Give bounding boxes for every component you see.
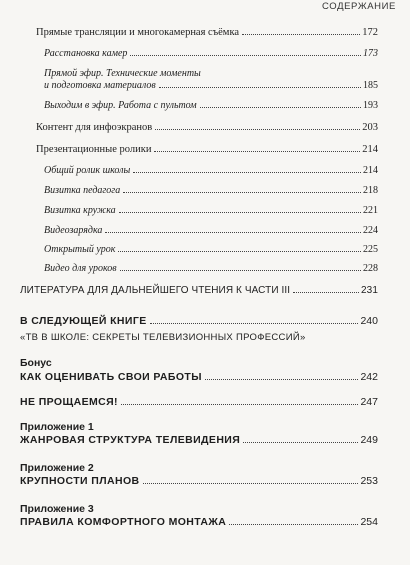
toc-entry-subtitle: «ТВ В ШКОЛЕ: СЕКРЕТЫ ТЕЛЕВИЗИОННЫХ ПРОФЕССИЙ» [20, 332, 306, 343]
toc-entry-title: НЕ ПРОЩАЕМСЯ! [20, 396, 118, 408]
toc-entry-title: В СЛЕДУЮЩЕЙ КНИГЕ [20, 315, 147, 327]
leader-dots [133, 172, 361, 173]
leader-dots [293, 292, 359, 293]
leader-dots [242, 34, 360, 35]
toc-entry-title: Расстановка камер [44, 48, 128, 59]
leader-dots [119, 212, 361, 213]
toc-entry-title: ЖАНРОВАЯ СТРУКТУРА ТЕЛЕВИДЕНИЯ [20, 434, 241, 446]
toc-entry-page: 249 [360, 434, 378, 446]
running-header: СОДЕРЖАНИЕ [322, 1, 396, 12]
section-label: Бонус [20, 357, 52, 369]
toc-entry-title: Презентационные ролики [36, 144, 152, 155]
leader-dots [121, 404, 359, 405]
leader-dots [205, 379, 359, 380]
toc-entry-title: Видео для уроков [44, 263, 117, 274]
toc-entry-page: 228 [363, 263, 378, 274]
toc-entry[interactable] [44, 225, 378, 236]
toc-entry[interactable] [44, 185, 378, 196]
toc-entry[interactable] [36, 144, 378, 155]
leader-dots [229, 524, 358, 525]
appendix-label: Приложение 2 [20, 462, 94, 474]
toc-entry[interactable] [20, 516, 378, 528]
toc-entry-page: 240 [360, 315, 378, 327]
leader-dots [154, 151, 360, 152]
leader-dots [155, 129, 360, 130]
appendix-label: Приложение 3 [20, 503, 94, 515]
leader-dots [159, 87, 361, 88]
toc-entry[interactable] [20, 285, 378, 296]
leader-dots [200, 107, 361, 108]
toc-entry-title: Контент для инфоэкранов [36, 122, 153, 133]
toc-entry-page: 231 [361, 285, 378, 296]
leader-dots [143, 483, 359, 484]
appendix-label: Приложение 1 [20, 421, 94, 433]
toc-entry-title: КАК ОЦЕНИВАТЬ СВОИ РАБОТЫ [20, 371, 202, 383]
toc-entry-page: 214 [362, 144, 378, 155]
toc-entry[interactable] [20, 434, 378, 446]
toc-entry-title: ПРАВИЛА КОМФОРТНОГО МОНТАЖА [20, 516, 227, 528]
toc-entry[interactable] [44, 263, 378, 274]
toc-entry[interactable] [44, 244, 378, 255]
toc-entry-title: Визитка педагога [44, 185, 121, 196]
toc-entry[interactable] [44, 48, 378, 59]
toc-entry-page: 172 [362, 27, 378, 38]
toc-entry[interactable] [20, 371, 378, 383]
toc-entry[interactable] [44, 100, 378, 111]
toc-entry-title: ЛИТЕРАТУРА ДЛЯ ДАЛЬНЕЙШЕГО ЧТЕНИЯ К ЧАСТИ III [20, 285, 291, 296]
toc-entry[interactable] [36, 27, 378, 38]
toc-entry[interactable] [20, 396, 378, 408]
toc-entry-page: 218 [363, 185, 378, 196]
leader-dots [123, 192, 361, 193]
toc-entry-title: Визитка кружка [44, 205, 116, 216]
toc-entry-title: Видеозарядка [44, 225, 103, 236]
toc-entry-title: Выходим в эфир. Работа с пультом [44, 100, 197, 111]
toc-entry-page: 224 [363, 225, 378, 236]
leader-dots [120, 270, 361, 271]
toc-entry[interactable] [44, 205, 378, 216]
toc-entry-title: КРУПНОСТИ ПЛАНОВ [20, 475, 140, 487]
toc-entry-page: 185 [363, 80, 378, 91]
toc-entry[interactable] [20, 475, 378, 487]
toc-entry-page: 203 [362, 122, 378, 133]
toc-entry-page: 247 [360, 396, 378, 408]
toc-entry-page: 214 [363, 165, 378, 176]
toc-entry-title: Прямые трансляции и многокамерная съёмка [36, 27, 240, 38]
toc-entry-title-line1: Прямой эфир. Технические моменты [44, 68, 201, 79]
leader-dots [243, 442, 358, 443]
toc-entry-page: 193 [363, 100, 378, 111]
toc-entry-page: 254 [360, 516, 378, 528]
leader-dots [105, 232, 361, 233]
leader-dots [118, 251, 361, 252]
toc-entry-title: Общий ролик школы [44, 165, 131, 176]
toc-entry[interactable] [44, 68, 378, 92]
toc-entry-title-line2: и подготовка материалов [44, 80, 156, 91]
toc-entry-page: 173 [363, 48, 378, 59]
toc-entry-page: 242 [360, 371, 378, 383]
toc-entry-page: 253 [360, 475, 378, 487]
toc-entry-page: 225 [363, 244, 378, 255]
leader-dots [130, 55, 361, 56]
toc-entry-title: Открытый урок [44, 244, 116, 255]
toc-entry-page: 221 [363, 205, 378, 216]
toc-entry[interactable] [44, 165, 378, 176]
leader-dots [150, 323, 359, 324]
toc-entry[interactable] [20, 315, 378, 327]
toc-entry[interactable] [36, 122, 378, 133]
